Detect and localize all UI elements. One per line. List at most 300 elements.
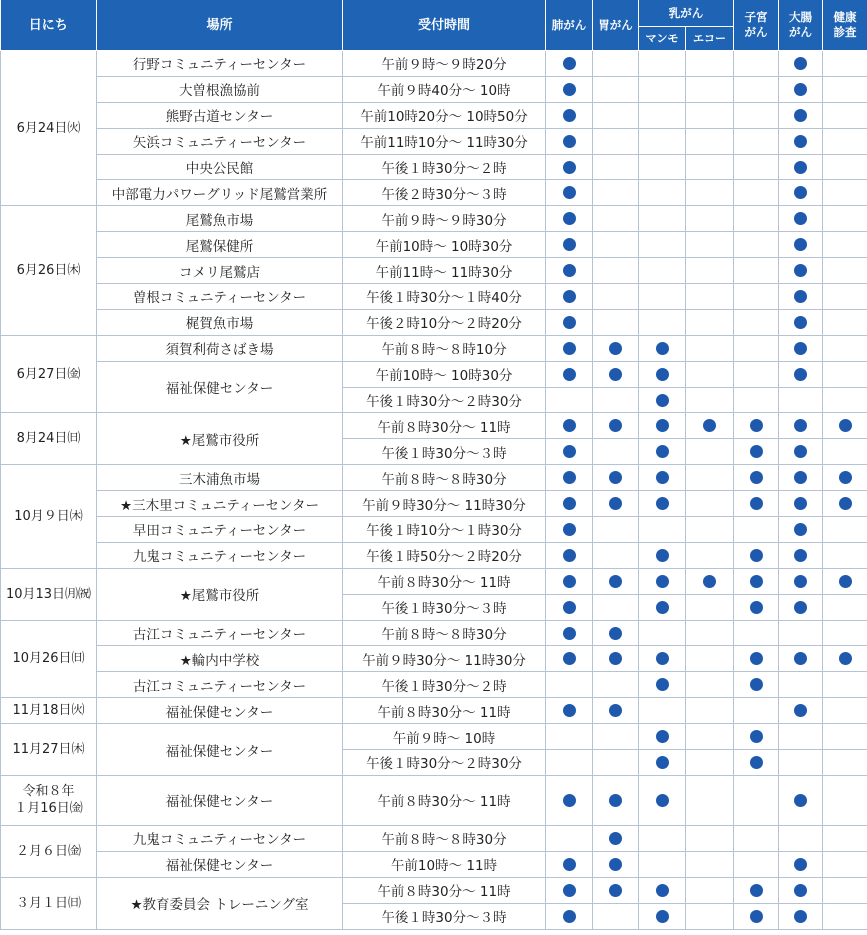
mark-cell [823,128,867,154]
mark-cell [823,206,867,232]
time-cell: 午後２時10分～２時20分 [343,309,546,335]
available-dot-icon [609,497,622,510]
table-row [1,542,867,568]
mark-cell [779,750,823,776]
mark-cell [639,361,686,387]
mark-cell [639,517,686,543]
available-dot-icon [563,794,576,807]
available-dot-icon [794,858,807,871]
mark-cell [823,646,867,672]
mark-cell [593,284,639,310]
mark-cell [546,724,593,750]
mark-cell [686,387,734,413]
mark-cell [734,439,779,465]
mark-cell [779,361,823,387]
available-dot-icon [750,497,763,510]
mark-cell [639,542,686,568]
mark-cell [593,180,639,206]
mark-cell [779,775,823,825]
mark-cell [639,180,686,206]
available-dot-icon [703,575,716,588]
available-dot-icon [794,652,807,665]
mark-cell [686,361,734,387]
available-dot-icon [794,523,807,536]
available-dot-icon [750,910,763,923]
mark-cell [823,620,867,646]
mark-cell [734,76,779,102]
mark-cell [779,620,823,646]
mark-cell [546,51,593,77]
mark-cell [734,180,779,206]
mark-cell [686,491,734,517]
available-dot-icon [794,471,807,484]
table-row [1,825,867,851]
mark-cell [779,76,823,102]
mark-cell [734,851,779,877]
time-cell: 午前10時～ 10時30分 [343,361,546,387]
available-dot-icon [563,109,576,122]
mark-cell [546,284,593,310]
date-cell: 10月13日㈪㈷ [1,568,97,620]
mark-cell [734,335,779,361]
mark-cell [546,750,593,776]
mark-cell [639,128,686,154]
available-dot-icon [794,549,807,562]
mark-cell [686,206,734,232]
available-dot-icon [563,83,576,96]
available-dot-icon [794,238,807,251]
mark-cell [686,646,734,672]
place-cell: 熊野古道センター [97,102,343,128]
available-dot-icon [703,419,716,432]
mark-cell [823,672,867,698]
available-dot-icon [656,471,669,484]
mark-cell [734,672,779,698]
available-dot-icon [563,316,576,329]
mark-cell [779,102,823,128]
mark-cell [779,51,823,77]
mark-cell [546,180,593,206]
available-dot-icon [563,419,576,432]
available-dot-icon [750,471,763,484]
mark-cell [686,724,734,750]
mark-cell [639,102,686,128]
available-dot-icon [609,627,622,640]
available-dot-icon [656,678,669,691]
mark-cell [593,825,639,851]
mark-cell [823,491,867,517]
available-dot-icon [750,678,763,691]
mark-cell [639,465,686,491]
mark-cell [593,672,639,698]
mark-cell [823,413,867,439]
mark-cell [734,646,779,672]
mark-cell [823,877,867,903]
mark-cell [779,646,823,672]
mark-cell [593,361,639,387]
mark-cell [686,102,734,128]
mark-cell [593,698,639,724]
mark-cell [593,309,639,335]
available-dot-icon [794,264,807,277]
table-row [1,491,867,517]
place-cell: 中部電力パワーグリッド尾鷲営業所 [97,180,343,206]
time-cell: 午前８時30分～ 11時 [343,775,546,825]
available-dot-icon [750,756,763,769]
mark-cell [779,154,823,180]
mark-cell [546,672,593,698]
mark-cell [734,51,779,77]
header-mammography: マンモ [639,27,686,51]
available-dot-icon [563,238,576,251]
available-dot-icon [609,419,622,432]
place-cell: 福祉保健センター [97,361,343,413]
mark-cell [546,154,593,180]
place-cell: 中央公民館 [97,154,343,180]
mark-cell [823,775,867,825]
mark-cell [734,361,779,387]
table-row [1,724,867,750]
mark-cell [686,672,734,698]
place-cell: 曽根コミュニティーセンター [97,284,343,310]
mark-cell [734,542,779,568]
mark-cell [546,491,593,517]
mark-cell [779,542,823,568]
mark-cell [593,568,639,594]
mark-cell [734,258,779,284]
table-row [1,258,867,284]
available-dot-icon [839,497,852,510]
available-dot-icon [563,575,576,588]
table-row [1,877,867,903]
mark-cell [734,284,779,310]
available-dot-icon [609,368,622,381]
date-cell: 6月24日㈫ [1,51,97,206]
mark-cell [823,542,867,568]
available-dot-icon [609,652,622,665]
mark-cell [734,825,779,851]
mark-cell [779,180,823,206]
header-health-checkup: 健康 診査 [823,0,867,51]
mark-cell [593,439,639,465]
mark-cell [734,698,779,724]
mark-cell [779,851,823,877]
mark-cell [779,698,823,724]
available-dot-icon [656,394,669,407]
mark-cell [779,465,823,491]
mark-cell [823,568,867,594]
time-cell: 午前10時～ 10時30分 [343,232,546,258]
table-row [1,154,867,180]
available-dot-icon [563,212,576,225]
mark-cell [593,775,639,825]
header-uterine-cancer: 子宮 がん [734,0,779,51]
mark-cell [639,232,686,258]
mark-cell [823,903,867,929]
mark-cell [734,128,779,154]
mark-cell [546,825,593,851]
mark-cell [686,775,734,825]
available-dot-icon [839,419,852,432]
mark-cell [779,258,823,284]
mark-cell [823,439,867,465]
table-row [1,568,867,594]
mark-cell [734,465,779,491]
mark-cell [546,309,593,335]
available-dot-icon [656,497,669,510]
available-dot-icon [609,832,622,845]
available-dot-icon [656,575,669,588]
available-dot-icon [656,652,669,665]
available-dot-icon [750,445,763,458]
table-row [1,51,867,77]
date-cell: 6月26日㈭ [1,206,97,335]
mark-cell [593,542,639,568]
mark-cell [734,775,779,825]
place-cell: 福祉保健センター [97,775,343,825]
available-dot-icon [563,627,576,640]
mark-cell [779,387,823,413]
available-dot-icon [750,419,763,432]
date-cell: ２月６日㈮ [1,825,97,877]
mark-cell [639,284,686,310]
mark-cell [779,335,823,361]
available-dot-icon [794,794,807,807]
available-dot-icon [563,186,576,199]
mark-cell [779,232,823,258]
available-dot-icon [750,884,763,897]
mark-cell [639,877,686,903]
mark-cell [823,284,867,310]
place-cell: 古江コミュニティーセンター [97,620,343,646]
available-dot-icon [656,910,669,923]
mark-cell [686,51,734,77]
table-row [1,206,867,232]
mark-cell [686,309,734,335]
time-cell: 午後１時10分～１時30分 [343,517,546,543]
mark-cell [823,154,867,180]
date-cell: 8月24日㈰ [1,413,97,465]
available-dot-icon [794,368,807,381]
mark-cell [639,439,686,465]
date-cell: 令和８年 １月16日㈮ [1,775,97,825]
date-cell: 10月９日㈭ [1,465,97,569]
mark-cell [639,309,686,335]
place-cell: ★輪内中学校 [97,646,343,672]
mark-cell [593,128,639,154]
available-dot-icon [839,575,852,588]
available-dot-icon [750,601,763,614]
time-cell: 午前10時～ 11時 [343,851,546,877]
mark-cell [546,232,593,258]
date-cell: 11月18日㈫ [1,698,97,724]
available-dot-icon [563,161,576,174]
mark-cell [546,102,593,128]
available-dot-icon [609,884,622,897]
mark-cell [639,750,686,776]
mark-cell [779,413,823,439]
mark-cell [823,724,867,750]
mark-cell [639,672,686,698]
mark-cell [639,335,686,361]
mark-cell [686,542,734,568]
table-row [1,361,867,387]
time-cell: 午後１時30分～３時 [343,439,546,465]
mark-cell [639,387,686,413]
mark-cell [823,76,867,102]
place-cell: 尾鷲魚市場 [97,206,343,232]
place-cell: 九鬼コミュニティーセンター [97,825,343,851]
mark-cell [734,232,779,258]
mark-cell [593,750,639,776]
header-breast-cancer: 乳がん [639,0,734,27]
mark-cell [546,258,593,284]
mark-cell [593,76,639,102]
mark-cell [546,620,593,646]
mark-cell [734,620,779,646]
time-cell: 午後２時30分～３時 [343,180,546,206]
available-dot-icon [563,549,576,562]
mark-cell [823,232,867,258]
mark-cell [593,724,639,750]
mark-cell [639,51,686,77]
table-row [1,672,867,698]
mark-cell [546,877,593,903]
place-cell: 福祉保健センター [97,698,343,724]
time-cell: 午前８時30分～ 11時 [343,877,546,903]
mark-cell [734,724,779,750]
header-stomach-cancer: 胃がん [593,0,639,51]
mark-cell [734,309,779,335]
mark-cell [779,724,823,750]
available-dot-icon [563,368,576,381]
mark-cell [779,594,823,620]
available-dot-icon [656,342,669,355]
available-dot-icon [656,549,669,562]
mark-cell [686,568,734,594]
time-cell: 午後１時50分～２時20分 [343,542,546,568]
available-dot-icon [794,704,807,717]
available-dot-icon [563,57,576,70]
mark-cell [823,180,867,206]
time-cell: 午前９時30分～ 11時30分 [343,491,546,517]
available-dot-icon [609,794,622,807]
mark-cell [779,825,823,851]
mark-cell [546,698,593,724]
table-row [1,465,867,491]
mark-cell [593,877,639,903]
mark-cell [734,750,779,776]
mark-cell [639,646,686,672]
available-dot-icon [750,549,763,562]
available-dot-icon [839,471,852,484]
mark-cell [593,646,639,672]
mark-cell [823,102,867,128]
date-cell: 6月27日㈮ [1,335,97,413]
mark-cell [546,465,593,491]
mark-cell [823,465,867,491]
mark-cell [686,128,734,154]
available-dot-icon [563,471,576,484]
available-dot-icon [609,704,622,717]
mark-cell [593,903,639,929]
available-dot-icon [794,910,807,923]
mark-cell [734,877,779,903]
time-cell: 午前８時～８時30分 [343,620,546,646]
mark-cell [546,517,593,543]
table-row [1,102,867,128]
mark-cell [686,154,734,180]
mark-cell [639,413,686,439]
time-cell: 午前10時20分～ 10時50分 [343,102,546,128]
mark-cell [593,491,639,517]
header-echo: エコー [686,27,734,51]
place-cell: コメリ尾鷲店 [97,258,343,284]
mark-cell [639,76,686,102]
place-cell: ★尾鷲市役所 [97,568,343,620]
mark-cell [686,851,734,877]
mark-cell [639,620,686,646]
mark-cell [734,387,779,413]
available-dot-icon [794,212,807,225]
mark-cell [734,594,779,620]
mark-cell [779,439,823,465]
table-row [1,232,867,258]
mark-cell [546,903,593,929]
available-dot-icon [563,704,576,717]
mark-cell [639,775,686,825]
available-dot-icon [656,794,669,807]
available-dot-icon [794,575,807,588]
mark-cell [639,903,686,929]
mark-cell [734,568,779,594]
mark-cell [593,51,639,77]
mark-cell [823,851,867,877]
table-row [1,620,867,646]
available-dot-icon [750,730,763,743]
place-cell: 行野コミュニティーセンター [97,51,343,77]
place-cell: ★尾鷲市役所 [97,413,343,465]
available-dot-icon [794,419,807,432]
place-cell: ★教育委員会 トレーニング室 [97,877,343,929]
mark-cell [686,620,734,646]
mark-cell [593,594,639,620]
mark-cell [593,413,639,439]
available-dot-icon [656,601,669,614]
mark-cell [546,851,593,877]
available-dot-icon [656,419,669,432]
header-time: 受付時間 [343,0,546,51]
mark-cell [686,284,734,310]
time-cell: 午前11時10分～ 11時30分 [343,128,546,154]
date-cell: ３月１日㈰ [1,877,97,929]
time-cell: 午前11時～ 11時30分 [343,258,546,284]
available-dot-icon [563,445,576,458]
mark-cell [823,361,867,387]
available-dot-icon [563,523,576,536]
place-cell: 須賀利荷さばき場 [97,335,343,361]
place-cell: 早田コミュニティーセンター [97,517,343,543]
table-row [1,309,867,335]
place-cell: 古江コミュニティーセンター [97,672,343,698]
available-dot-icon [656,368,669,381]
mark-cell [779,672,823,698]
mark-cell [779,128,823,154]
mark-cell [546,594,593,620]
mark-cell [779,877,823,903]
place-cell: 矢浜コミュニティーセンター [97,128,343,154]
available-dot-icon [794,57,807,70]
